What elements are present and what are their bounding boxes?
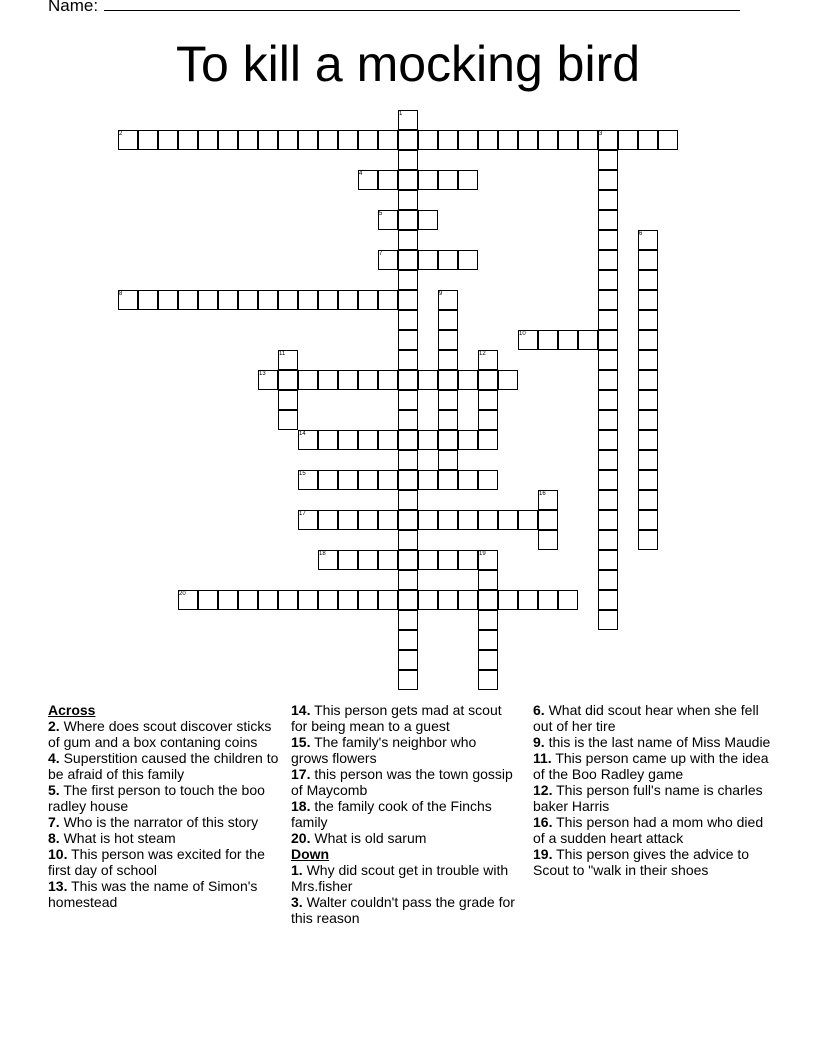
grid-cell[interactable]	[338, 430, 358, 450]
clue-text: The first person to touch the boo radley house	[48, 782, 265, 814]
grid-cell[interactable]	[398, 350, 418, 370]
grid-cell[interactable]	[458, 170, 478, 190]
grid-cell[interactable]	[478, 570, 498, 590]
grid-cell[interactable]	[498, 590, 518, 610]
grid-cell[interactable]	[438, 590, 458, 610]
grid-cell[interactable]	[398, 610, 418, 630]
clue-number-label: 19	[479, 551, 486, 557]
grid-cell[interactable]	[258, 290, 278, 310]
clue-item	[48, 782, 284, 814]
grid-cell[interactable]	[598, 290, 618, 310]
clue-number: 10.	[48, 846, 68, 862]
clue-number: 20.	[291, 830, 311, 846]
name-label: Name:	[48, 0, 99, 15]
clue-number-label: 8	[119, 291, 123, 297]
clue-number: 7.	[48, 814, 60, 830]
clue-number: 11.	[533, 750, 552, 766]
clue-number: 4.	[48, 750, 60, 766]
grid-cell[interactable]	[478, 590, 498, 610]
grid-cell[interactable]	[338, 590, 358, 610]
down-heading: Down	[291, 846, 330, 862]
clue-number-label: 5	[379, 211, 383, 217]
clue-number-label: 17	[299, 511, 306, 517]
grid-cell[interactable]	[418, 250, 438, 270]
grid-cell[interactable]	[438, 130, 458, 150]
grid-cell[interactable]	[398, 170, 418, 190]
grid-cell[interactable]	[598, 550, 618, 570]
clue-item	[291, 734, 517, 766]
grid-cell[interactable]	[638, 310, 658, 330]
grid-cell[interactable]	[338, 370, 358, 390]
grid-cell[interactable]	[638, 470, 658, 490]
grid-cell[interactable]	[598, 510, 618, 530]
grid-cell[interactable]	[338, 290, 358, 310]
grid-cell[interactable]	[418, 370, 438, 390]
clue-item	[48, 830, 284, 846]
clue-number-label: 20	[179, 591, 186, 597]
grid-cell[interactable]	[418, 510, 438, 530]
grid-cell[interactable]	[378, 290, 398, 310]
grid-cell[interactable]	[398, 650, 418, 670]
clue-item	[48, 750, 284, 782]
grid-cell[interactable]	[598, 310, 618, 330]
grid-cell[interactable]	[398, 510, 418, 530]
clue-number-label: 6	[639, 231, 643, 237]
grid-cell[interactable]	[438, 550, 458, 570]
grid-cell[interactable]	[318, 430, 338, 450]
grid-cell[interactable]	[578, 130, 598, 150]
clue-item	[291, 830, 517, 846]
grid-cell[interactable]	[438, 430, 458, 450]
grid-cell[interactable]	[598, 430, 618, 450]
grid-cell[interactable]	[218, 590, 238, 610]
grid-cell[interactable]	[358, 470, 378, 490]
grid-cell[interactable]	[638, 530, 658, 550]
clue-item	[48, 846, 284, 878]
grid-cell[interactable]	[178, 130, 198, 150]
clue-number: 9.	[533, 734, 545, 750]
grid-cell[interactable]	[438, 510, 458, 530]
grid-cell[interactable]	[398, 190, 418, 210]
grid-cell[interactable]	[318, 590, 338, 610]
clue-number: 12.	[533, 782, 553, 798]
grid-cell[interactable]	[398, 470, 418, 490]
clue-text: This person came up with the idea of the Boo Radley game	[533, 750, 769, 782]
grid-cell[interactable]	[178, 290, 198, 310]
grid-cell[interactable]	[318, 290, 338, 310]
grid-cell[interactable]	[278, 130, 298, 150]
grid-cell[interactable]	[418, 130, 438, 150]
clue-number: 6.	[533, 702, 545, 718]
clue-number-label: 13	[259, 371, 266, 377]
grid-cell[interactable]	[558, 330, 578, 350]
grid-cell[interactable]	[198, 290, 218, 310]
clue-number-label: 4	[359, 171, 363, 177]
grid-cell[interactable]	[398, 410, 418, 430]
grid-cell[interactable]	[498, 370, 518, 390]
grid-cell[interactable]	[458, 550, 478, 570]
grid-cell[interactable]	[458, 590, 478, 610]
grid-cell[interactable]	[278, 410, 298, 430]
grid-cell[interactable]	[138, 290, 158, 310]
grid-cell[interactable]	[638, 430, 658, 450]
clue-item	[291, 798, 517, 830]
grid-cell[interactable]	[158, 290, 178, 310]
clue-text: this person was the town gossip of Maycomb	[291, 766, 513, 798]
grid-cell[interactable]	[518, 590, 538, 610]
clue-text: What is old sarum	[310, 830, 427, 846]
grid-cell[interactable]	[438, 250, 458, 270]
grid-cell[interactable]	[338, 130, 358, 150]
grid-cell[interactable]	[478, 130, 498, 150]
grid-cell[interactable]	[518, 510, 538, 530]
clues-column-1	[48, 702, 284, 910]
clue-number: 1.	[291, 862, 303, 878]
grid-cell[interactable]	[398, 310, 418, 330]
grid-cell[interactable]	[498, 130, 518, 150]
grid-cell[interactable]	[278, 290, 298, 310]
clue-text: This person gets mad at scout for being mean to a guest	[291, 702, 502, 734]
grid-cell[interactable]	[478, 630, 498, 650]
grid-cell[interactable]	[578, 330, 598, 350]
grid-cell[interactable]	[198, 590, 218, 610]
grid-cell[interactable]	[398, 230, 418, 250]
clue-text: What is hot steam	[59, 830, 176, 846]
clue-item	[291, 702, 517, 734]
grid-cell[interactable]	[278, 390, 298, 410]
grid-cell[interactable]	[598, 410, 618, 430]
clue-item	[48, 718, 284, 750]
grid-cell[interactable]	[398, 490, 418, 510]
grid-cell[interactable]	[198, 130, 218, 150]
grid-cell[interactable]	[418, 590, 438, 610]
grid-cell[interactable]	[478, 650, 498, 670]
grid-cell[interactable]	[458, 370, 478, 390]
grid-cell[interactable]	[598, 170, 618, 190]
clue-item	[48, 878, 284, 910]
grid-cell[interactable]	[478, 390, 498, 410]
across-clue-list-continued	[291, 702, 517, 846]
clue-number-label: 16	[539, 491, 546, 497]
grid-cell[interactable]	[298, 590, 318, 610]
grid-cell[interactable]	[478, 470, 498, 490]
grid-cell[interactable]	[298, 290, 318, 310]
grid-cell[interactable]	[338, 550, 358, 570]
grid-cell[interactable]	[438, 450, 458, 470]
clue-number: 14.	[291, 702, 311, 718]
grid-cell[interactable]	[598, 150, 618, 170]
grid-cell[interactable]	[598, 250, 618, 270]
grid-cell[interactable]	[298, 370, 318, 390]
clue-number-label: 12	[479, 351, 486, 357]
clue-text: The family's neighbor who grows flowers	[291, 734, 477, 766]
grid-cell[interactable]	[478, 510, 498, 530]
grid-cell[interactable]	[498, 510, 518, 530]
clue-number: 13.	[48, 878, 68, 894]
grid-cell[interactable]	[398, 670, 418, 690]
grid-cell[interactable]	[258, 130, 278, 150]
grid-cell[interactable]	[478, 410, 498, 430]
grid-cell[interactable]	[638, 330, 658, 350]
grid-cell[interactable]	[638, 410, 658, 430]
grid-cell[interactable]	[598, 190, 618, 210]
grid-cell[interactable]	[238, 290, 258, 310]
grid-cell[interactable]	[318, 510, 338, 530]
grid-cell[interactable]	[398, 550, 418, 570]
grid-cell[interactable]	[398, 390, 418, 410]
grid-cell[interactable]	[438, 470, 458, 490]
grid-cell[interactable]	[438, 330, 458, 350]
grid-cell[interactable]	[478, 610, 498, 630]
grid-cell[interactable]	[358, 370, 378, 390]
clue-number: 15.	[291, 734, 311, 750]
clue-number-label: 10	[519, 331, 526, 337]
clue-text: What did scout hear when she fell out of her tire	[533, 702, 759, 734]
clue-item	[291, 894, 517, 926]
grid-cell[interactable]	[638, 370, 658, 390]
clue-text: Where does scout discover sticks of gum and a box contaning coins	[48, 718, 272, 750]
grid-cell[interactable]	[378, 470, 398, 490]
grid-cell[interactable]	[318, 470, 338, 490]
grid-cell[interactable]	[398, 590, 418, 610]
grid-cell[interactable]	[398, 450, 418, 470]
grid-cell[interactable]	[338, 470, 358, 490]
grid-cell[interactable]	[598, 330, 618, 350]
grid-cell[interactable]	[438, 310, 458, 330]
clue-number-label: 11	[279, 351, 286, 357]
grid-cell[interactable]	[538, 590, 558, 610]
grid-cell[interactable]	[358, 130, 378, 150]
page-title: To kill a mocking bird	[175, 36, 641, 92]
grid-cell[interactable]	[398, 250, 418, 270]
grid-cell[interactable]	[378, 170, 398, 190]
clue-number: 8.	[48, 830, 60, 846]
grid-cell[interactable]	[478, 430, 498, 450]
grid-cell[interactable]	[338, 510, 358, 530]
clue-text: This was the name of Simon's homestead	[48, 878, 258, 910]
grid-cell[interactable]	[458, 250, 478, 270]
grid-cell[interactable]	[398, 130, 418, 150]
grid-cell[interactable]	[238, 130, 258, 150]
clue-item	[533, 782, 773, 814]
grid-cell[interactable]	[538, 510, 558, 530]
grid-cell[interactable]	[238, 590, 258, 610]
grid-cell[interactable]	[258, 590, 278, 610]
grid-cell[interactable]	[638, 350, 658, 370]
clue-text: this is the last name of Miss Maudie	[544, 734, 771, 750]
across-clue-list	[48, 718, 284, 910]
grid-cell[interactable]	[378, 370, 398, 390]
grid-cell[interactable]	[638, 510, 658, 530]
grid-cell[interactable]	[398, 370, 418, 390]
grid-cell[interactable]	[158, 130, 178, 150]
grid-cell[interactable]	[398, 530, 418, 550]
clue-number: 3.	[291, 894, 303, 910]
grid-cell[interactable]	[398, 330, 418, 350]
grid-cell[interactable]	[438, 170, 458, 190]
grid-cell[interactable]	[558, 590, 578, 610]
clue-item	[533, 702, 773, 734]
grid-cell[interactable]	[278, 590, 298, 610]
clue-number: 18.	[291, 798, 311, 814]
grid-cell[interactable]	[418, 550, 438, 570]
clue-number: 17.	[291, 766, 311, 782]
grid-cell[interactable]	[638, 490, 658, 510]
grid-cell[interactable]	[598, 490, 618, 510]
grid-cell[interactable]	[298, 130, 318, 150]
down-clue-list	[291, 862, 517, 926]
clue-text: Walter couldn't pass the grade for this reason	[291, 894, 515, 926]
clues-column-2	[291, 702, 517, 926]
clue-item	[533, 734, 773, 750]
grid-cell[interactable]	[378, 430, 398, 450]
grid-cell[interactable]	[598, 590, 618, 610]
grid-cell[interactable]	[418, 470, 438, 490]
grid-cell[interactable]	[538, 330, 558, 350]
clue-number-label: 18	[319, 551, 326, 557]
clues-column-3	[533, 702, 773, 878]
grid-cell[interactable]	[538, 130, 558, 150]
grid-cell[interactable]	[598, 210, 618, 230]
grid-cell[interactable]	[398, 270, 418, 290]
grid-cell[interactable]	[278, 370, 298, 390]
grid-cell[interactable]	[598, 530, 618, 550]
grid-cell[interactable]	[538, 530, 558, 550]
grid-cell[interactable]	[638, 390, 658, 410]
grid-cell[interactable]	[598, 390, 618, 410]
grid-cell[interactable]	[358, 430, 378, 450]
clue-item	[291, 766, 517, 798]
grid-cell[interactable]	[378, 550, 398, 570]
clue-number: 2.	[48, 718, 60, 734]
clue-item	[291, 862, 517, 894]
grid-cell[interactable]	[558, 130, 578, 150]
clue-number-label: 14	[299, 431, 306, 437]
grid-cell[interactable]	[418, 430, 438, 450]
clue-number-label: 2	[119, 131, 123, 137]
grid-cell[interactable]	[398, 290, 418, 310]
grid-cell[interactable]	[458, 430, 478, 450]
grid-cell[interactable]	[318, 130, 338, 150]
grid-cell[interactable]	[398, 630, 418, 650]
grid-cell[interactable]	[518, 130, 538, 150]
grid-cell[interactable]	[618, 130, 638, 150]
grid-cell[interactable]	[358, 550, 378, 570]
clue-item	[533, 846, 773, 878]
grid-cell[interactable]	[458, 130, 478, 150]
grid-cell[interactable]	[398, 210, 418, 230]
grid-cell[interactable]	[598, 450, 618, 470]
grid-cell[interactable]	[358, 590, 378, 610]
clue-item	[533, 750, 773, 782]
grid-cell[interactable]	[478, 670, 498, 690]
grid-cell[interactable]	[638, 270, 658, 290]
clue-text: This person had a mom who died of a sudden heart attack	[533, 814, 764, 846]
grid-cell[interactable]	[598, 470, 618, 490]
grid-cell[interactable]	[598, 230, 618, 250]
grid-cell[interactable]	[358, 290, 378, 310]
grid-cell[interactable]	[378, 590, 398, 610]
grid-cell[interactable]	[638, 450, 658, 470]
clue-number-label: 3	[599, 131, 603, 137]
grid-cell[interactable]	[438, 350, 458, 370]
clue-text: Why did scout get in trouble with Mrs.fisher	[291, 862, 509, 894]
grid-cell[interactable]	[398, 570, 418, 590]
grid-cell[interactable]	[598, 350, 618, 370]
grid-cell[interactable]	[218, 290, 238, 310]
grid-cell[interactable]	[398, 150, 418, 170]
grid-cell[interactable]	[438, 410, 458, 430]
grid-cell[interactable]	[478, 370, 498, 390]
clue-text: the family cook of the Finchs family	[291, 798, 492, 830]
grid-cell[interactable]	[358, 510, 378, 530]
clue-text: This person was excited for the first day of school	[48, 846, 265, 878]
clue-text: Who is the narrator of this story	[59, 814, 259, 830]
clue-number: 19.	[533, 846, 553, 862]
grid-cell[interactable]	[658, 130, 678, 150]
grid-cell[interactable]	[378, 510, 398, 530]
clue-item	[48, 814, 284, 830]
clue-number-label: 15	[299, 471, 306, 477]
clue-text: This person gives the advice to Scout to "walk in their shoes	[533, 846, 750, 878]
grid-cell[interactable]	[138, 130, 158, 150]
grid-cell[interactable]	[438, 390, 458, 410]
clue-number: 5.	[48, 782, 60, 798]
grid-cell[interactable]	[458, 510, 478, 530]
grid-cell[interactable]	[638, 250, 658, 270]
clue-item	[533, 814, 773, 846]
grid-cell[interactable]	[418, 210, 438, 230]
grid-cell[interactable]	[598, 370, 618, 390]
grid-cell[interactable]	[218, 130, 238, 150]
grid-cell[interactable]	[458, 470, 478, 490]
clue-number-label: 1	[399, 111, 403, 117]
grid-cell[interactable]	[638, 290, 658, 310]
clue-text: This person full's name is charles baker Harris	[533, 782, 763, 814]
grid-cell[interactable]	[378, 130, 398, 150]
grid-cell[interactable]	[438, 370, 458, 390]
clue-number-label: 7	[379, 251, 383, 257]
grid-cell[interactable]	[598, 570, 618, 590]
clue-text: Superstition caused the children to be afraid of this family	[48, 750, 279, 782]
clue-number-label: 9	[439, 291, 443, 297]
grid-cell[interactable]	[398, 430, 418, 450]
grid-cell[interactable]	[598, 610, 618, 630]
grid-cell[interactable]	[598, 270, 618, 290]
grid-cell[interactable]	[318, 370, 338, 390]
grid-cell[interactable]	[418, 170, 438, 190]
down-clue-list-continued	[533, 702, 773, 878]
across-heading: Across	[48, 702, 96, 718]
clue-number: 16.	[533, 814, 553, 830]
grid-cell[interactable]	[638, 130, 658, 150]
